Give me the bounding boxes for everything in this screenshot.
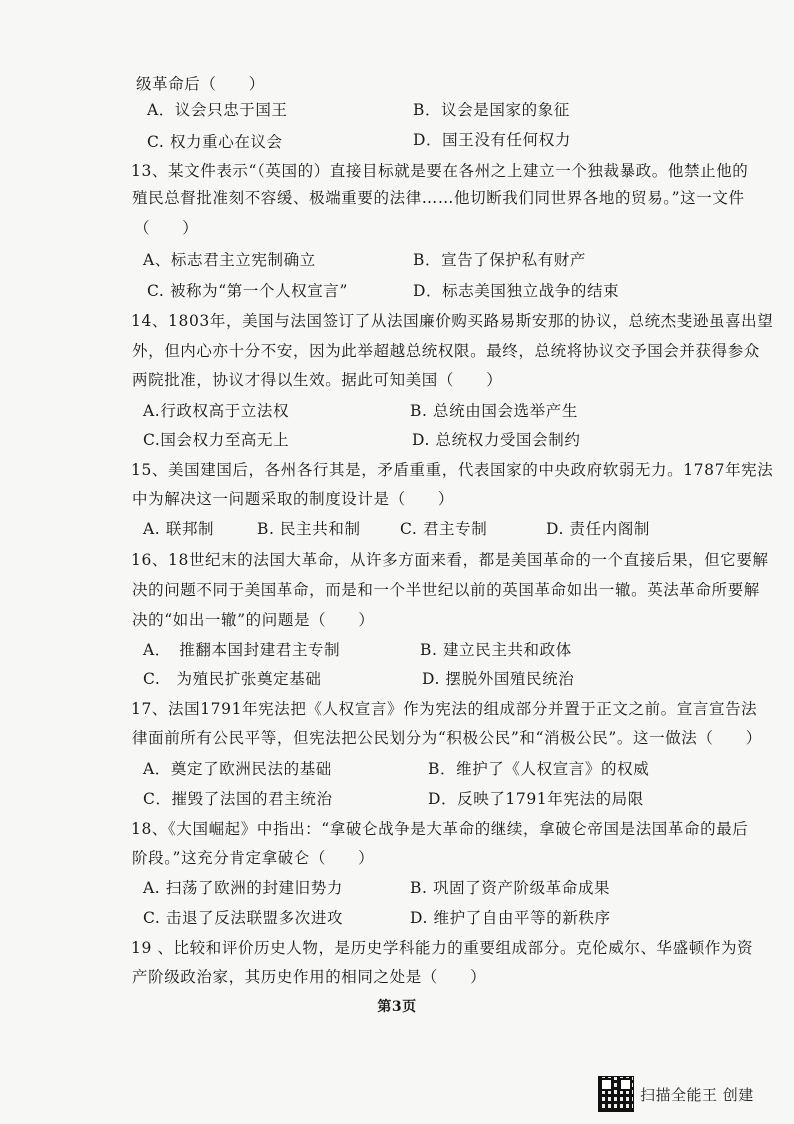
qr-code-icon <box>598 1076 634 1112</box>
q12-option-a: A．议会只忠于国王 <box>147 101 288 119</box>
q14-stem-line-3: 两院批准，协议才得以生效。据此可知美国（ ） <box>132 371 503 389</box>
q13-option-d: D．标志美国独立战争的结束 <box>413 282 620 300</box>
q19-stem-line-1: 19 、比较和评价历史人物，是历史学科能力的重要组成部分。克伦威尔、华盛顿作为资 <box>131 939 754 957</box>
q16-stem-line-1: 16、18世纪末的法国大革命，从许多方面来看，都是美国革命的一个直接后果，但它要解 <box>131 551 769 569</box>
q14-option-c: C.国会权力至高无上 <box>143 431 290 449</box>
q14-stem-line-2: 外，但内心亦十分不安，因为此举超越总统权限。最终，总统将协议交予国会并获得参众 <box>132 342 760 360</box>
q17-option-c: C．摧毁了法国的君主统治 <box>143 790 333 808</box>
q17-option-d: D．反映了1791年宪法的局限 <box>428 790 644 808</box>
q16-option-a: A． 推翻本国封建君主专制 <box>143 641 341 659</box>
q17-stem-line-2: 律面前所有公民平等，但宪法把公民划分为“积极公民”和“消极公民”。这一做法（ ） <box>132 729 762 747</box>
q13-stem-line-2: 殖民总督批准刻不容缓、极端重要的法律……他切断我们同世界各地的贸易。”这一文件 <box>132 189 745 207</box>
scanner-watermark <box>598 1076 754 1112</box>
q14-option-a: A.行政权高于立法权 <box>143 402 290 420</box>
q13-stem-line-1: 13、某文件表示“（英国的）直接目标就是要在各州之上建立一个独裁暴政。他禁止他的 <box>131 162 749 180</box>
q15-option-c: C. 君主专制 <box>400 520 488 538</box>
q12-option-c: C. 权力重心在议会 <box>147 133 283 151</box>
q15-stem-line-2: 中为解决这一问题采取的制度设计是（ ） <box>132 490 455 508</box>
q16-option-b: B. 建立民主共和政体 <box>420 641 572 659</box>
q13-option-c: C. 被称为“第一个人权宣言” <box>147 282 349 300</box>
q15-stem-line-1: 15、美国建国后，各州各行其是，矛盾重重，代表国家的中央政府软弱无力。1787年宪法 <box>131 461 774 479</box>
q14-option-d: D. 总统权力受国会制约 <box>412 431 581 449</box>
watermark-text: 扫描全能王 创建 <box>640 1085 754 1104</box>
q16-option-d: D. 摆脱外国殖民统治 <box>422 670 575 688</box>
q13-option-b: B．宣告了保护私有财产 <box>413 251 586 269</box>
q15-option-b: B. 民主共和制 <box>257 520 361 538</box>
q13-option-a: A、标志君主立宪制确立 <box>143 251 316 269</box>
q17-option-a: A．奠定了欧洲民法的基础 <box>143 760 332 778</box>
q16-stem-line-3: 决的“如出一辙”的问题是（ ） <box>132 611 375 629</box>
q14-stem-line-1: 14、1803年，美国与法国签订了从法国廉价购买路易斯安那的协议，总统杰斐逊虽喜出望 <box>131 312 774 330</box>
q15-option-a: A. 联邦制 <box>143 520 215 538</box>
q12-option-b: B．议会是国家的象征 <box>413 101 570 119</box>
q18-stem-line-1: 18、《大国崛起》中指出：“拿破仑战争是大革命的继续，拿破仑帝国是法国革命的最后 <box>131 820 749 838</box>
q16-option-c: C. 为殖民扩张奠定基础 <box>143 670 322 688</box>
q14-option-b: B. 总统由国会选举产生 <box>410 402 578 420</box>
q13-stem-line-3: （ ） <box>134 219 199 237</box>
q17-option-b: B．维护了《人权宣言》的权威 <box>428 760 650 778</box>
page-number: 第3页 <box>377 999 417 1015</box>
q18-stem-line-2: 阶段。”这充分肯定拿破仑（ ） <box>132 849 375 867</box>
q17-stem-line-1: 17、法国1791年宪法把《人权宣言》作为宪法的组成部分并置于正文之前。宣言宣告法 <box>131 700 758 718</box>
q18-option-d: D. 维护了自由平等的新秩序 <box>410 909 611 927</box>
q19-stem-line-2: 产阶级政治家，其历史作用的相同之处是（ ） <box>132 968 487 986</box>
q18-option-a: A. 扫荡了欧洲的封建旧势力 <box>143 879 343 897</box>
q18-option-c: C. 击退了反法联盟多次进攻 <box>143 909 344 927</box>
q16-stem-line-2: 决的问题不同于美国革命，而是和一个半世纪以前的英国革命如出一辙。英法革命所要解 <box>132 581 760 599</box>
q12-option-d: D．国王没有任何权力 <box>413 131 571 149</box>
q18-option-b: B. 巩固了资产阶级革命成果 <box>410 879 611 897</box>
q15-option-d: D. 责任内阁制 <box>546 520 651 538</box>
q12-stem-tail: 级革命后（ ） <box>136 75 265 93</box>
